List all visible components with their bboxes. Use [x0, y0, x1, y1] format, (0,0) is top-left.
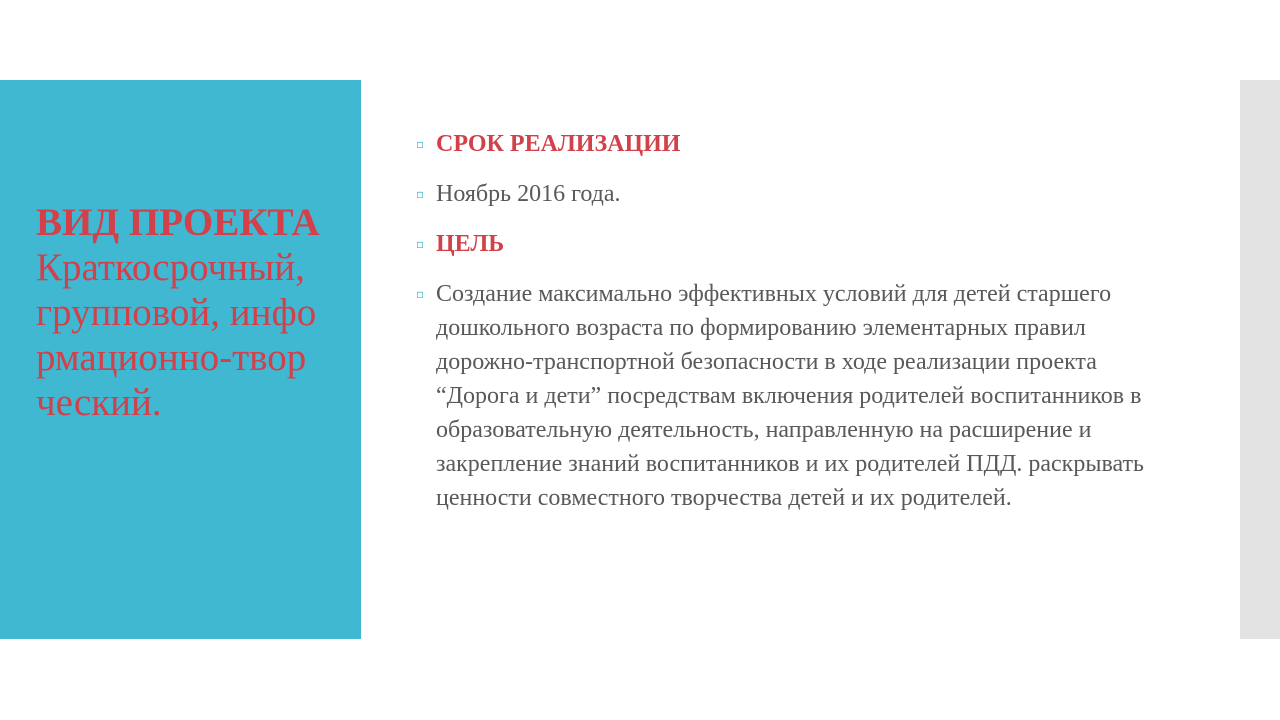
bullet-item-term	[414, 127, 1154, 161]
bullet-item-date	[414, 177, 1154, 211]
bullet-square-icon: ▫	[416, 237, 425, 251]
bullet-square-icon: ▫	[416, 287, 425, 301]
right-side-strip	[1240, 80, 1280, 639]
bullet-item-goal-text	[414, 277, 1154, 515]
bullet-square-icon: ▫	[416, 187, 425, 201]
goal-description: Создание максимально эффективных условий для детей старшего дошкольного возраста по формированию элементарных правил дорожно-транспортной безопасности в ходе реализации проекта “Дорога и дети” посредствам включения родителей воспитанников в образовательную деятельность, направленную на расширение и закрепление знаний воспитанников и их родителей ПДД. раскрывать ценности совместного творчества детей и их родителей.	[436, 281, 1144, 511]
term-value: Ноябрь 2016 года.	[436, 181, 621, 207]
project-type-block	[36, 200, 321, 425]
term-heading: СРОК РЕАЛИЗАЦИИ	[436, 131, 681, 157]
bullet-item-goal	[414, 227, 1154, 261]
project-type-description: Краткосрочный, групповой, информационно-творческий.	[36, 246, 317, 424]
bullet-square-icon: ▫	[416, 137, 425, 151]
goal-heading: ЦЕЛЬ	[436, 231, 505, 257]
project-type-heading: ВИД ПРОЕКТА	[36, 201, 320, 244]
slide-content	[414, 127, 1154, 515]
